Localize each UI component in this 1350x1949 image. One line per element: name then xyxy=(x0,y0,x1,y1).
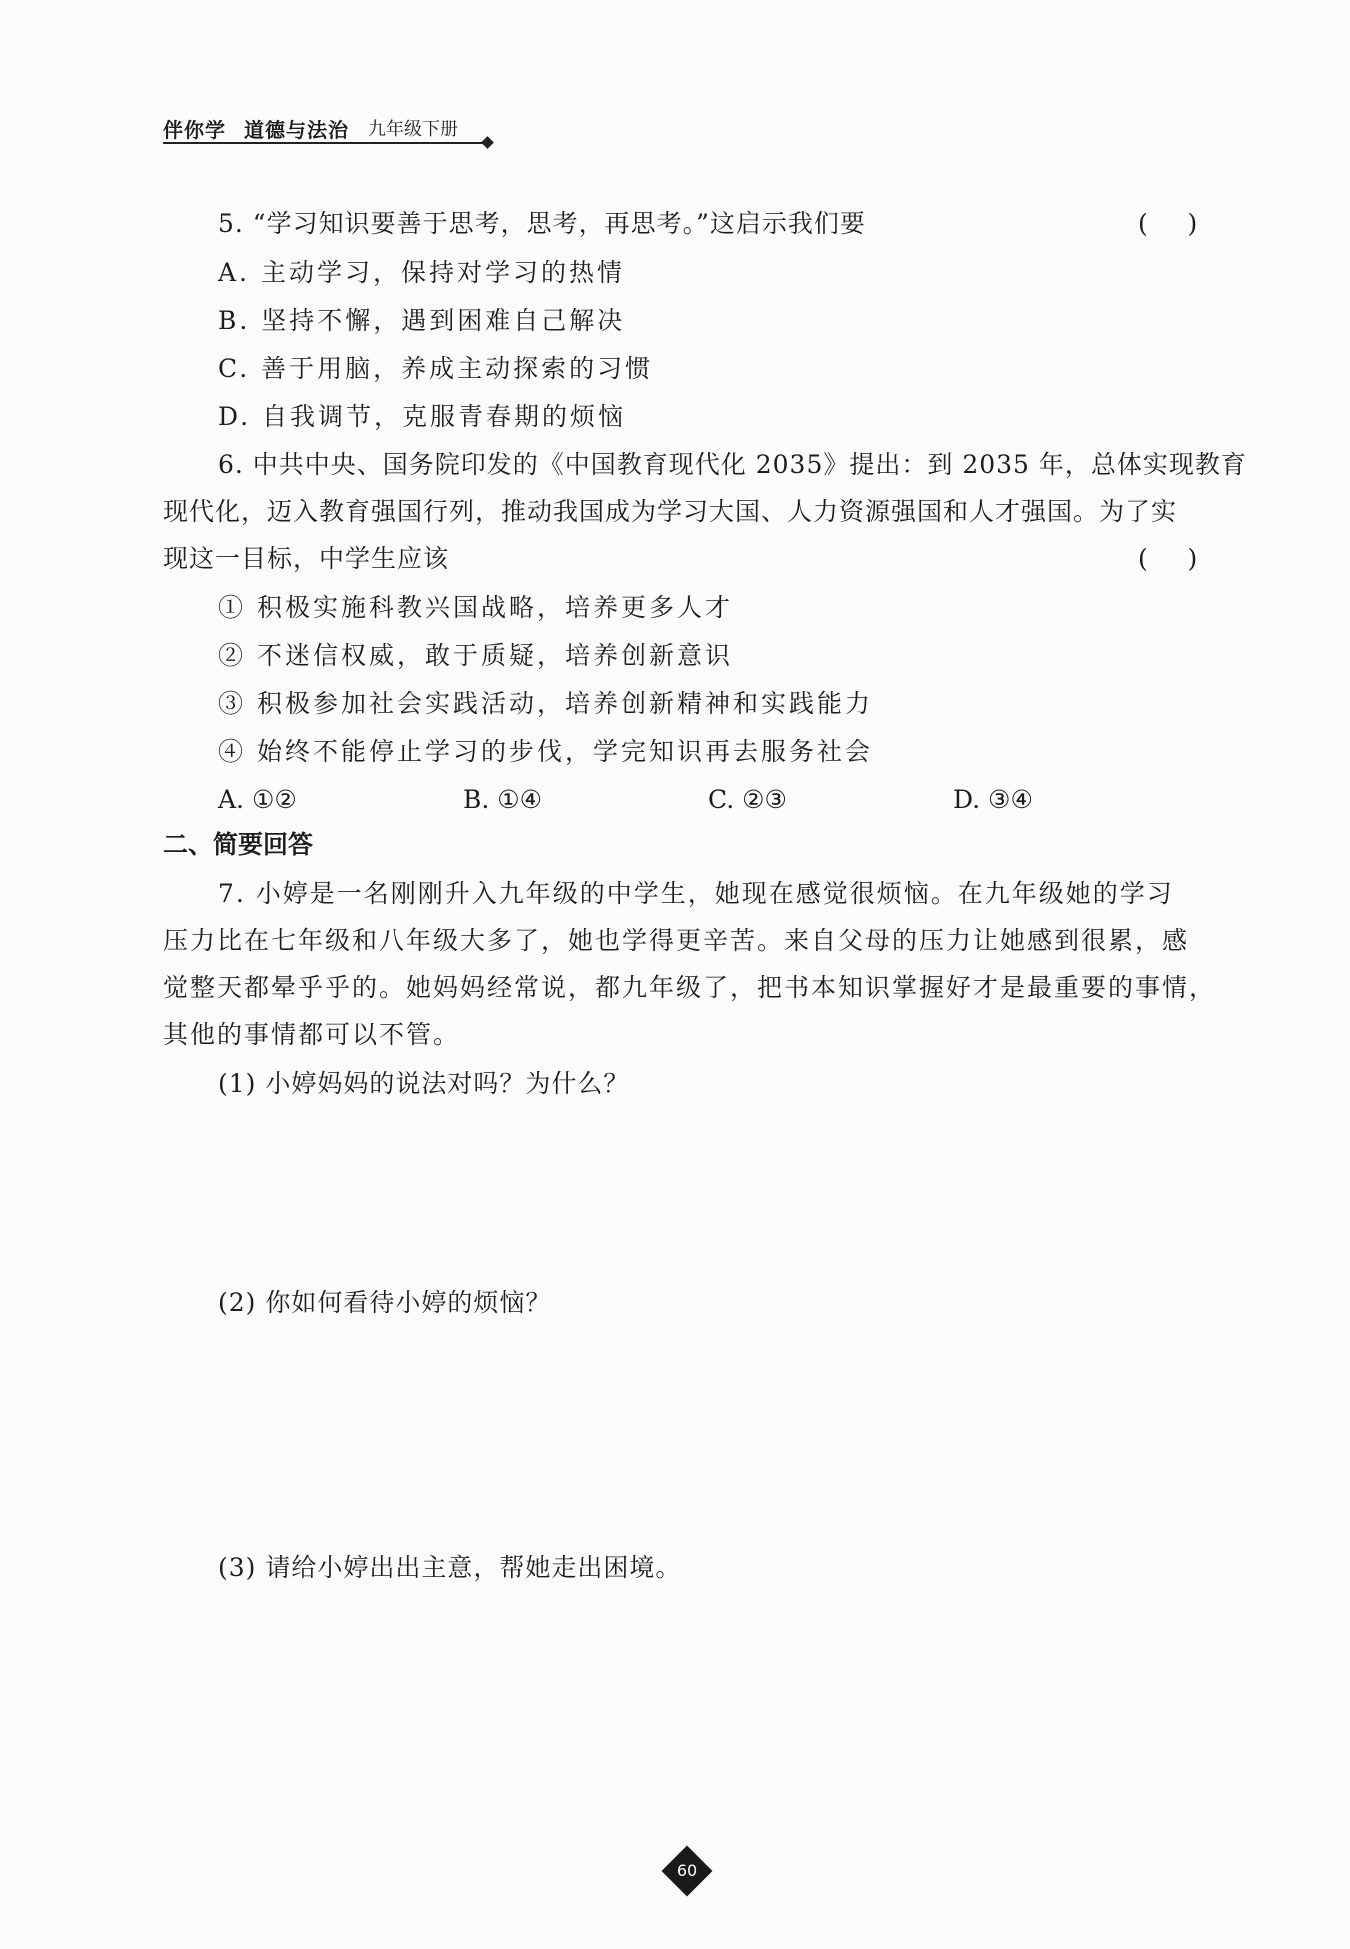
q6-statement-3: ③ 积极参加社会实践活动，培养创新精神和实践能力 xyxy=(218,689,873,718)
q6-stem-line-3: 现这一目标，中学生应该 xyxy=(163,544,450,573)
q6-option-c: C. ②③ xyxy=(708,785,787,814)
q5-answer-paren: ( ) xyxy=(1138,209,1198,238)
q6-answer-paren: ( ) xyxy=(1138,544,1198,573)
q7-stem-line-1: 7. 小婷是一名刚刚升入九年级的中学生，她现在感觉很烦恼。在九年级她的学习 xyxy=(218,879,1174,908)
q5-option-b: B. 坚持不懈，遇到困难自己解决 xyxy=(218,306,626,335)
q6-statement-4: ④ 始终不能停止学习的步伐，学完知识再去服务社会 xyxy=(218,737,873,766)
q7-stem-line-3: 觉整天都晕乎乎的。她妈妈经常说，都九年级了，把书本知识掌握好才是最重要的事情， xyxy=(163,973,1217,1002)
q5-stem: 5. “学习知识要善于思考，思考，再思考。”这启示我们要 xyxy=(218,209,866,238)
q6-statement-1: ① 积极实施科教兴国战略，培养更多人才 xyxy=(218,593,733,622)
q5-option-d: D. 自我调节，克服青春期的烦恼 xyxy=(218,402,627,431)
q6-option-d: D. ③④ xyxy=(953,785,1033,814)
q7-stem-line-2: 压力比在七年级和八年级大多了，她也学得更辛苦。来自父母的压力让她感到很累，感 xyxy=(163,926,1190,955)
q7-sub-question-2: (2) 你如何看待小婷的烦恼？ xyxy=(218,1288,552,1317)
subject-name: 道德与法治 xyxy=(244,118,349,142)
grade-label: 九年级下册 xyxy=(368,119,458,140)
diamond-icon xyxy=(481,136,494,149)
q7-stem-line-4: 其他的事情都可以不管。 xyxy=(163,1020,461,1049)
q6-stem-line-2: 现代化，迈入教育强国行列，推动我国成为学习大国、人力资源强国和人才强国。为了实 xyxy=(163,497,1178,526)
q5-option-a: A. 主动学习，保持对学习的热情 xyxy=(218,258,625,287)
q5-option-c: C. 善于用脑，养成主动探索的习惯 xyxy=(218,354,654,383)
q6-statement-2: ② 不迷信权威，敢于质疑，培养创新意识 xyxy=(218,641,733,670)
q6-option-a: A. ①② xyxy=(218,785,297,814)
section-heading: 二、简要回答 xyxy=(163,830,314,859)
q7-sub-question-1: (1) 小婷妈妈的说法对吗？为什么？ xyxy=(218,1069,630,1098)
q6-stem-line-1: 6. 中共中央、国务院印发的《中国教育现代化 2035》提出：到 2035 年，总体实现教育 xyxy=(218,450,1247,479)
header-rule xyxy=(163,142,488,144)
page-number-badge xyxy=(669,1853,705,1889)
page-header xyxy=(163,112,498,144)
series-name: 伴你学 xyxy=(163,118,226,142)
page-number: 60 xyxy=(676,1861,698,1880)
book-title xyxy=(163,114,367,143)
q6-option-b: B. ①④ xyxy=(463,785,543,814)
q7-sub-question-3: (3) 请给小婷出出主意，帮她走出困境。 xyxy=(218,1553,682,1582)
